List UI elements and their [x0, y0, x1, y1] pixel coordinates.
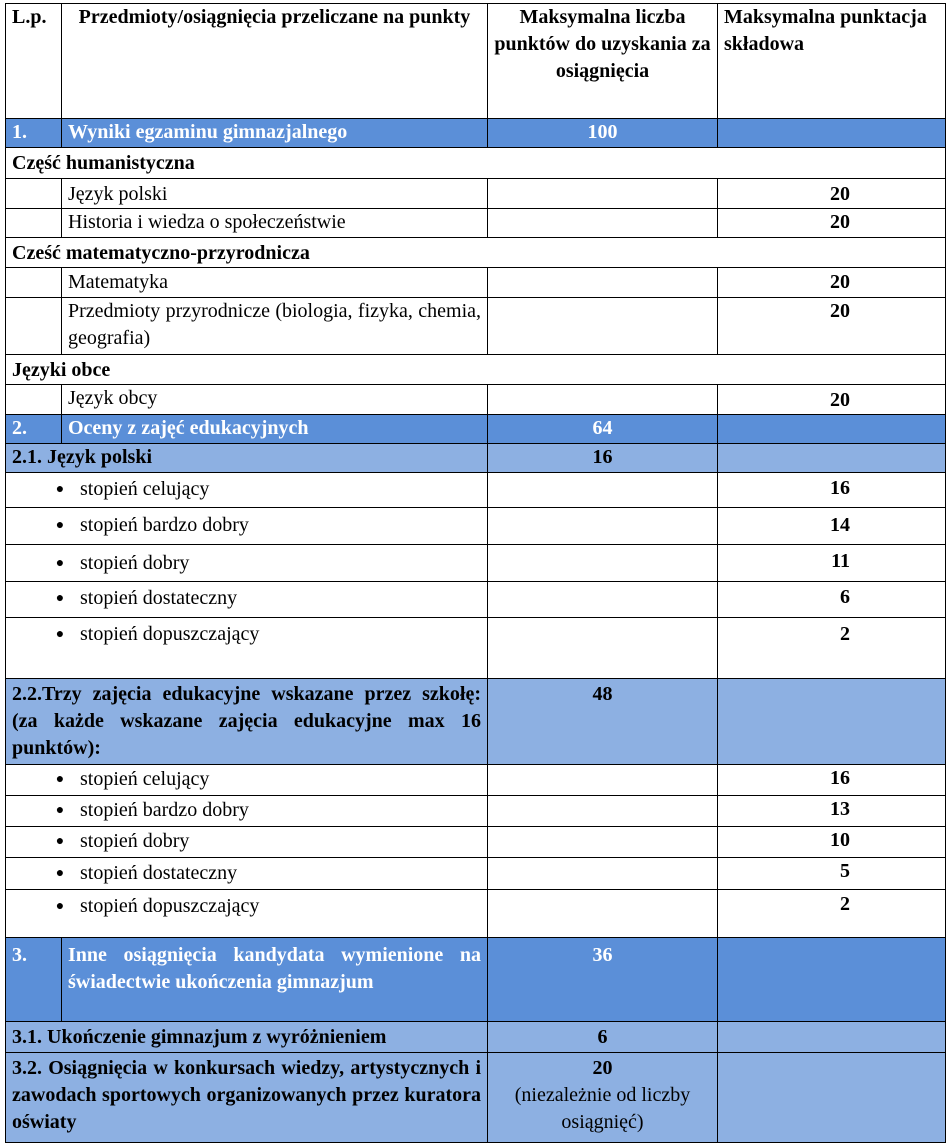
- group-row: [6, 148, 946, 179]
- group-math-nature: Cześć matematyczno-przyrodnicza: [6, 238, 946, 268]
- subject-points: 20: [718, 298, 946, 355]
- group-row: [6, 238, 946, 268]
- bullet-icon: ●: [55, 627, 65, 642]
- bullet-icon: ●: [55, 556, 65, 571]
- table-row: [6, 209, 946, 238]
- section-1-num: 1.: [6, 119, 62, 148]
- grade-label: stopień dostateczny: [80, 862, 238, 884]
- grade-points: 16: [718, 765, 946, 796]
- grade-label: stopień dobry: [80, 552, 190, 574]
- subject-points: 20: [718, 179, 946, 209]
- section-2-title: Oceny z zajęć edukacyjnych: [62, 415, 488, 444]
- group-row: [6, 355, 946, 385]
- section-1-component: [718, 119, 946, 148]
- bullet-icon: ●: [55, 899, 65, 914]
- grade-row: [6, 765, 946, 796]
- grade-label: stopień dostateczny: [80, 587, 238, 609]
- grade-label: stopień bardzo dobry: [80, 514, 249, 536]
- subject-label: Język obcy: [62, 385, 488, 415]
- subsection-2-1-points: 16: [488, 444, 718, 473]
- section-3-title: Inne osiągnięcia kandydata wymienione na świadectwie ukończenia gimnazjum: [62, 938, 488, 1022]
- section-3-row: [6, 938, 946, 1022]
- grade-label: stopień celujący: [80, 478, 210, 500]
- section-1-row: [6, 119, 946, 148]
- grade-points: 6: [718, 582, 946, 618]
- subsection-2-2-points: 48: [488, 679, 718, 765]
- subject-points: 20: [718, 385, 946, 415]
- subsection-3-1-row: [6, 1022, 946, 1053]
- grade-row: [6, 618, 946, 679]
- subsection-3-1-points: 6: [488, 1022, 718, 1053]
- section-2-num: 2.: [6, 415, 62, 444]
- grade-row: [6, 545, 946, 582]
- grade-points: 5: [718, 858, 946, 890]
- subsection-2-1-row: [6, 444, 946, 473]
- grade-row: [6, 796, 946, 827]
- grade-label: stopień celujący: [80, 768, 210, 790]
- subject-label: Przedmioty przyrodnicze (biologia, fizyka, chemia, geografia): [62, 298, 488, 355]
- section-1-title: Wyniki egzaminu gimnazjalnego: [62, 119, 488, 148]
- grade-row: [6, 582, 946, 618]
- grade-points: 11: [718, 545, 946, 582]
- section-2-row: [6, 415, 946, 444]
- subject-label: Historia i wiedza o społeczeństwie: [62, 209, 488, 238]
- grade-points: 16: [718, 473, 946, 508]
- subsection-3-2-title: 3.2. Osiągnięcia w konkursach wiedzy, artystycznych i zawodach sportowych organizowanych przez kuratora oświaty: [6, 1053, 488, 1143]
- table-row: [6, 268, 946, 298]
- subsection-3-2-note: (niezależnie od liczby osiągnięć): [514, 1084, 691, 1133]
- group-languages: Języki obce: [6, 355, 946, 385]
- subject-label: Matematyka: [62, 268, 488, 298]
- grade-points: 10: [718, 827, 946, 858]
- points-table: [5, 3, 946, 1143]
- grade-row: [6, 890, 946, 938]
- grade-label: stopień dobry: [80, 830, 190, 852]
- grade-row: [6, 473, 946, 508]
- grade-points: 2: [718, 890, 946, 938]
- subject-points: 20: [718, 209, 946, 238]
- subsection-2-2-row: [6, 679, 946, 765]
- section-1-points: 100: [488, 119, 718, 148]
- subsection-3-2-row: [6, 1053, 946, 1143]
- bullet-icon: ●: [55, 591, 65, 606]
- header-max-component: Maksymalna punktacja składowa: [718, 4, 946, 119]
- bullet-icon: ●: [55, 482, 65, 497]
- bullet-icon: ●: [55, 772, 65, 787]
- subsection-2-2-title: 2.2.Trzy zajęcia edukacyjne wskazane przez szkołę: (za każde wskazane zajęcia edukacyjne max 16 punktów):: [6, 679, 488, 765]
- section-3-points: 36: [488, 938, 718, 1022]
- grade-label: stopień dopuszczający: [80, 623, 260, 645]
- bullet-icon: ●: [55, 866, 65, 881]
- grade-points: 14: [718, 508, 946, 545]
- header-max-points: Maksymalna liczba punktów do uzyskania za osiągnięcia: [488, 4, 718, 119]
- table-row: [6, 179, 946, 209]
- table-row: [6, 298, 946, 355]
- subject-points: 20: [718, 268, 946, 298]
- grade-label: stopień bardzo dobry: [80, 799, 249, 821]
- grade-label: stopień dopuszczający: [80, 895, 260, 917]
- header-subject: Przedmioty/osiągnięcia przeliczane na punkty: [62, 4, 488, 119]
- table-row: [6, 385, 946, 415]
- grade-row: [6, 858, 946, 890]
- grade-row: [6, 508, 946, 545]
- grade-points: 13: [718, 796, 946, 827]
- subsection-3-1-title: 3.1. Ukończenie gimnazjum z wyróżnieniem: [6, 1022, 488, 1053]
- grade-points: 2: [718, 618, 946, 679]
- section-2-points: 64: [488, 415, 718, 444]
- subject-label: Język polski: [62, 179, 488, 209]
- header-lp: L.p.: [6, 4, 62, 119]
- header-row: [6, 4, 946, 119]
- bullet-icon: ●: [55, 803, 65, 818]
- bullet-icon: ●: [55, 518, 65, 533]
- bullet-icon: ●: [55, 834, 65, 849]
- group-humanities: Część humanistyczna: [6, 148, 946, 179]
- subsection-2-1-title: 2.1. Język polski: [6, 444, 488, 473]
- subsection-3-2-points: 20: [592, 1057, 613, 1079]
- grade-row: [6, 827, 946, 858]
- section-3-num: 3.: [6, 938, 62, 1022]
